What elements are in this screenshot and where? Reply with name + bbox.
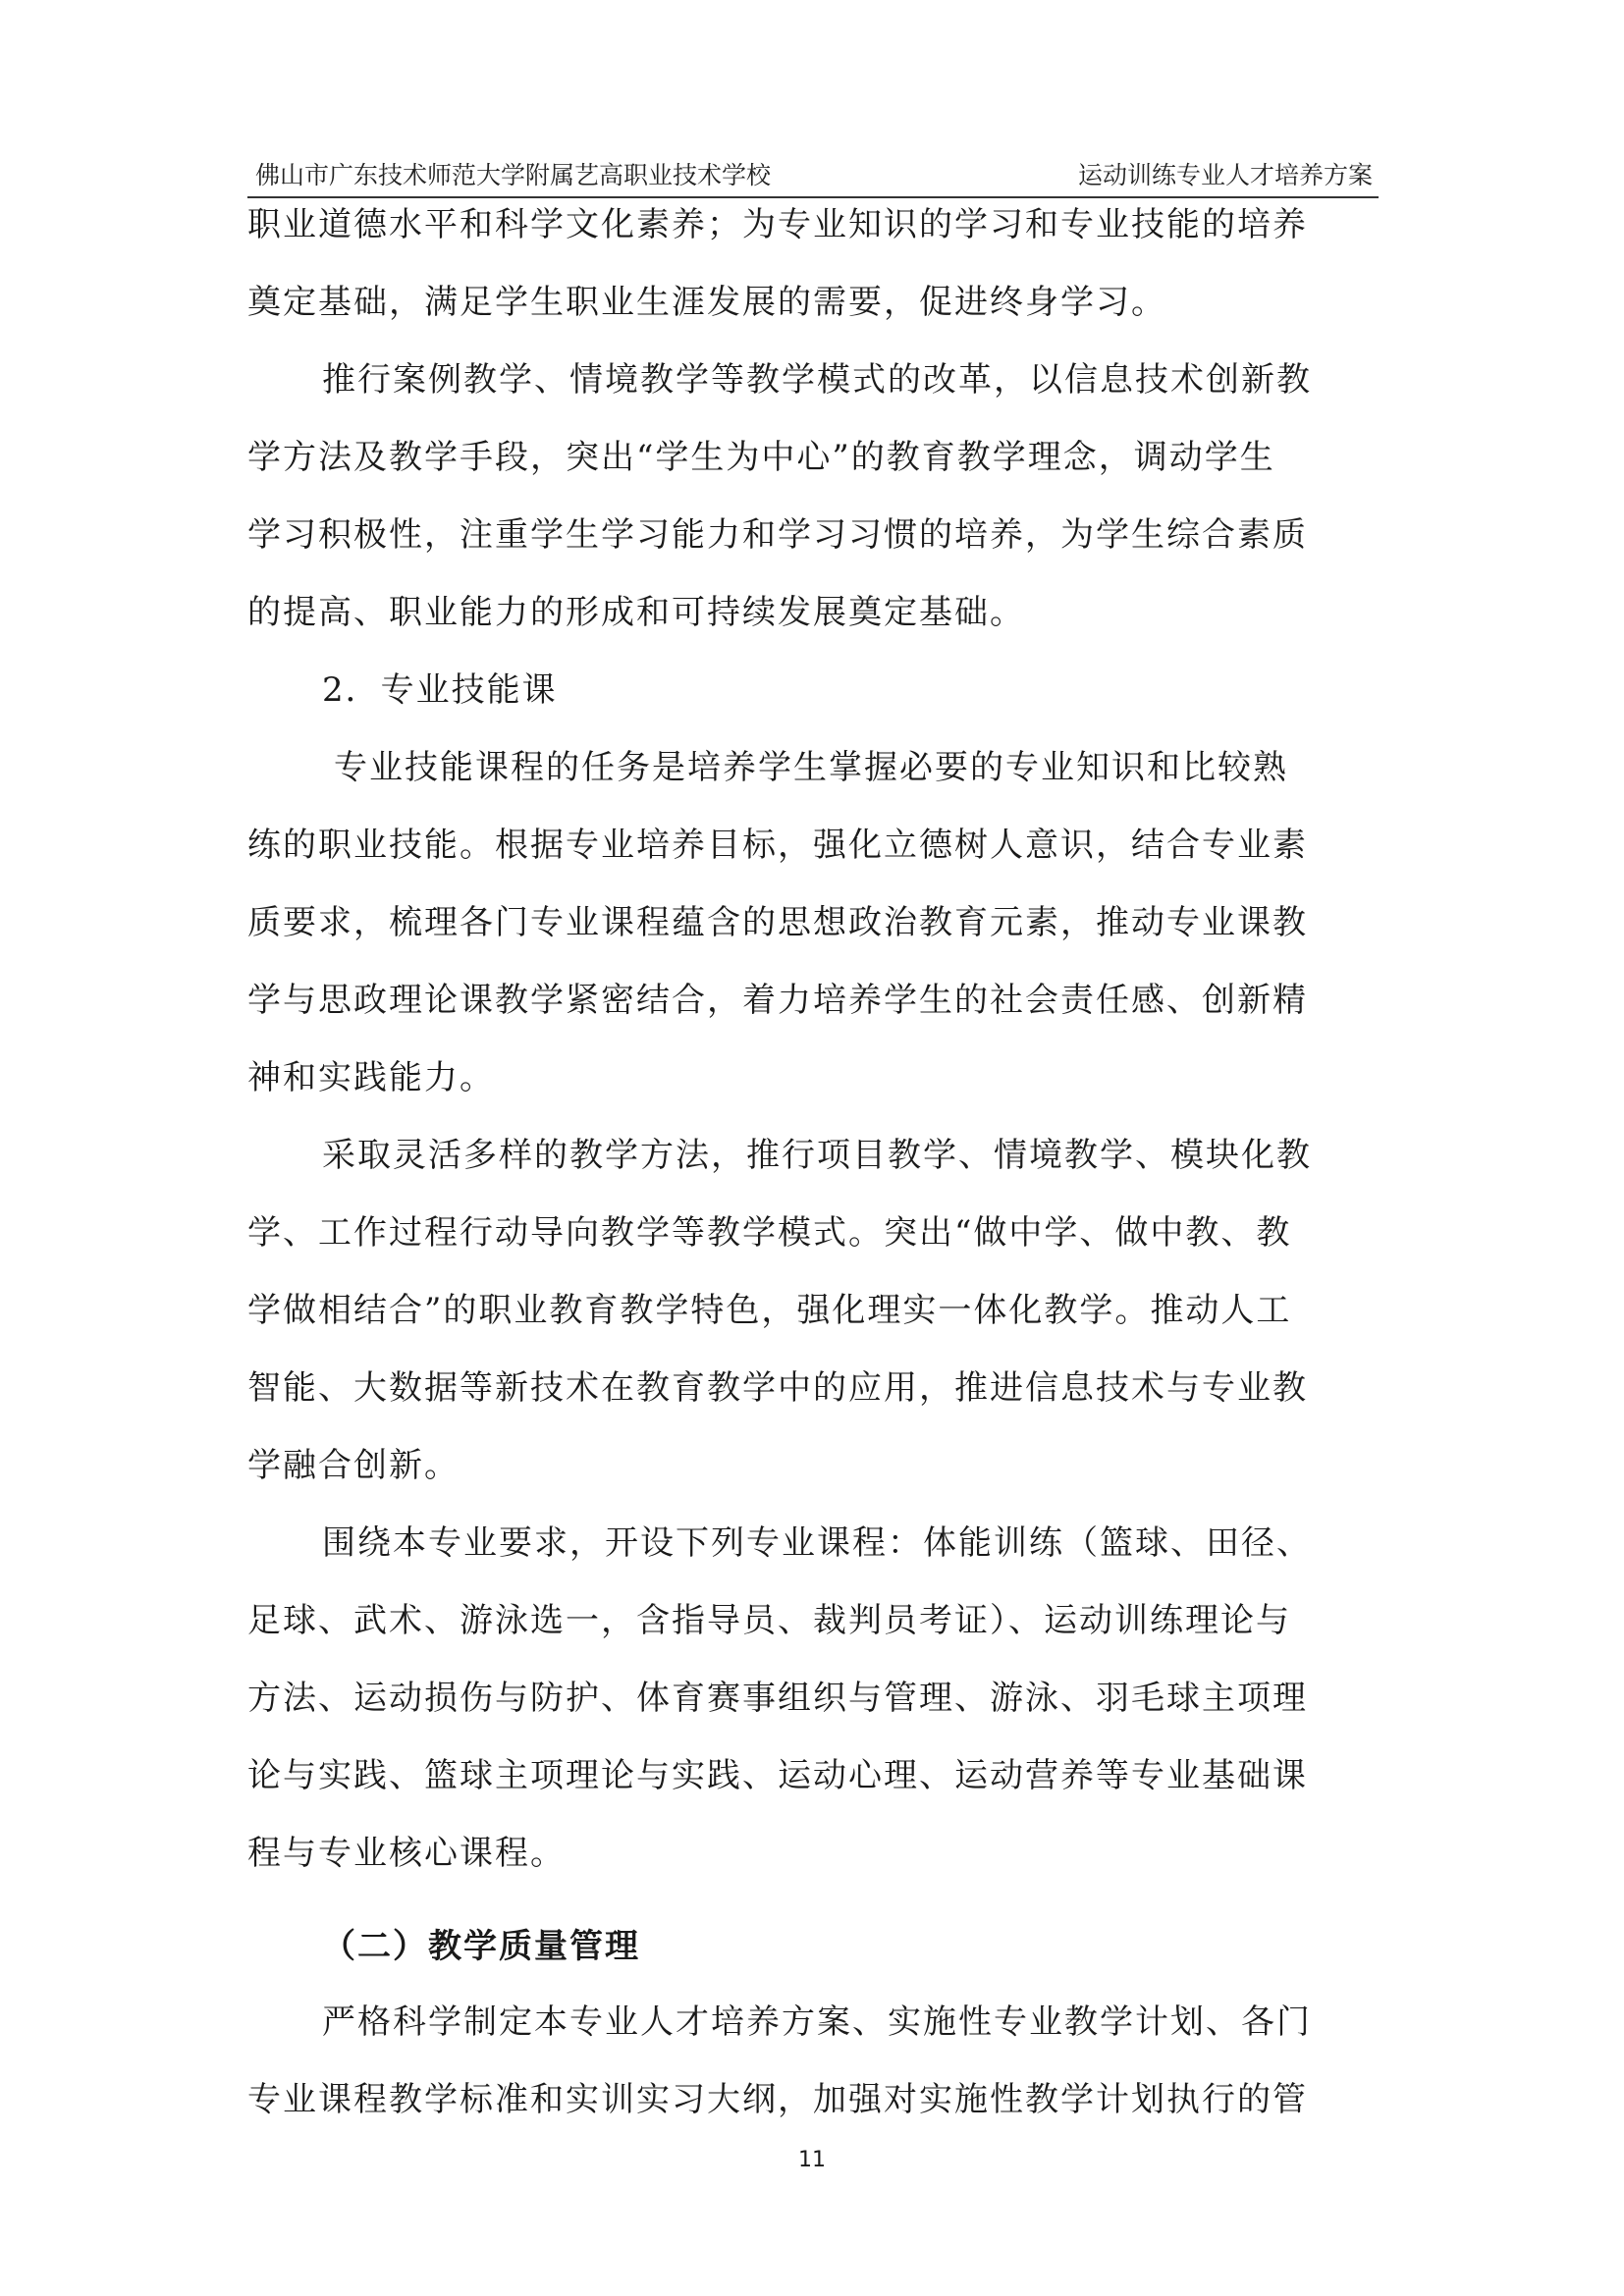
text-line: 的提高、职业能力的形成和可持续发展奠定基础。 [247, 593, 1025, 632]
text-line: 推行案例教学、情境教学等教学模式的改革，以信息技术创新教 [322, 360, 1312, 400]
text-line: 质要求，梳理各门专业课程蕴含的思想政治教育元素，推动专业课教 [247, 903, 1308, 942]
text-line: 论与实践、篮球主项理论与实践、运动心理、运动营养等专业基础课 [247, 1756, 1308, 1795]
text-line: 学习积极性，注重学生学习能力和学习习惯的培养，为学生综合素质 [247, 515, 1308, 555]
page-number: 11 [798, 2148, 826, 2172]
text-line: 学做相结合”的职业教育教学特色，强化理实一体化教学。推动人工 [247, 1291, 1292, 1330]
text-line: 足球、武术、游泳选一，含指导员、裁判员考证）、运动训练理论与 [247, 1601, 1291, 1640]
text-line: 专业课程教学标准和实训实习大纲，加强对实施性教学计划执行的管 [247, 2080, 1308, 2119]
header-document-title: 运动训练专业人才培养方案 [1077, 161, 1373, 189]
text-line: 职业道德水平和科学文化素养；为专业知识的学习和专业技能的培养 [247, 205, 1308, 244]
text-line: 练的职业技能。根据专业培养目标，强化立德树人意识，结合专业素 [247, 826, 1308, 865]
text-line: 程与专业核心课程。 [247, 1834, 566, 1873]
text-line: 神和实践能力。 [247, 1058, 495, 1097]
text-line: 方法、运动损伤与防护、体育赛事组织与管理、游泳、羽毛球主项理 [247, 1679, 1308, 1718]
document-body [247, 187, 1379, 2139]
text-line: 智能、大数据等新技术在教育教学中的应用，推进信息技术与专业教 [247, 1368, 1308, 1408]
text-line: 专业技能课程的任务是培养学生掌握必要的专业知识和比较熟 [334, 748, 1288, 787]
text-line: 学融合创新。 [247, 1446, 460, 1485]
subheading: 2．专业技能课 [322, 670, 558, 710]
text-line: 围绕本专业要求，开设下列专业课程：体能训练（篮球、田径、 [322, 1523, 1312, 1563]
text-line: 奠定基础，满足学生职业生涯发展的需要，促进终身学习。 [247, 283, 1166, 322]
header-school-name: 佛山市广东技术师范大学附属艺高职业技术学校 [255, 161, 772, 189]
text-line: 学、工作过程行动导向教学等教学模式。突出“做中学、做中教、教 [247, 1213, 1292, 1253]
section-heading: （二）教学质量管理 [322, 1927, 640, 1966]
text-line: 学与思政理论课教学紧密结合，着力培养学生的社会责任感、创新精 [247, 981, 1308, 1020]
text-line: 严格科学制定本专业人才培养方案、实施性专业教学计划、各门 [322, 2002, 1312, 2042]
text-line: 学方法及教学手段，突出“学生为中心”的教育教学理念，调动学生 [247, 438, 1275, 477]
text-line: 采取灵活多样的教学方法，推行项目教学、情境教学、模块化教 [322, 1136, 1312, 1175]
